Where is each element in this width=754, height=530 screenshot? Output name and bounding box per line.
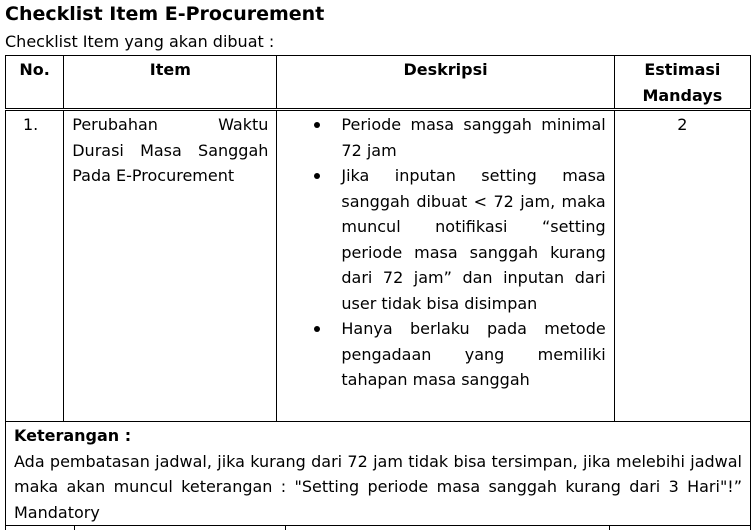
note-label: Keterangan : xyxy=(14,426,132,445)
cell-no: 1. xyxy=(6,110,64,422)
document xyxy=(5,0,753,525)
list-item: Periode masa sanggah minimal 72 jam xyxy=(341,112,605,163)
cell-item: Perubahan Waktu Durasi Masa Sanggah Pada E-Procurement xyxy=(64,110,277,422)
list-item: Hanya berlaku pada metode pengadaan yang memiliki tahapan masa sanggah xyxy=(341,316,605,393)
page-subtitle: Checklist Item yang akan dibuat : xyxy=(5,32,275,51)
deskripsi-list xyxy=(285,112,605,393)
checklist-table xyxy=(5,55,751,525)
header-estimasi: Estimasi Mandays xyxy=(614,56,750,110)
table-bottom-rule xyxy=(5,525,751,530)
note-row xyxy=(6,422,751,526)
header-no: No. xyxy=(6,56,64,110)
page-title: Checklist Item E-Procurement xyxy=(5,3,325,25)
header-deskripsi: Deskripsi xyxy=(277,56,614,110)
table-header-row xyxy=(6,56,751,110)
cell-deskripsi xyxy=(277,110,614,422)
note-text: Ada pembatasan jadwal, jika kurang dari 72 jam tidak bisa tersimpan, jika melebihi jadwal maka akan muncul keterangan : "Setting periode masa sanggah kurang dari 3 Hari"!” Mandatory xyxy=(14,451,742,522)
cell-estimasi: 2 xyxy=(614,110,750,422)
list-item: Jika inputan setting masa sanggah dibuat < 72 jam, maka muncul notifikasi “setting periode masa sanggah kurang dari 72 jam” dan inputan dari user tidak bisa disimpan xyxy=(341,163,605,316)
note-cell xyxy=(6,422,751,526)
header-item: Item xyxy=(64,56,277,110)
table-row xyxy=(6,110,751,422)
